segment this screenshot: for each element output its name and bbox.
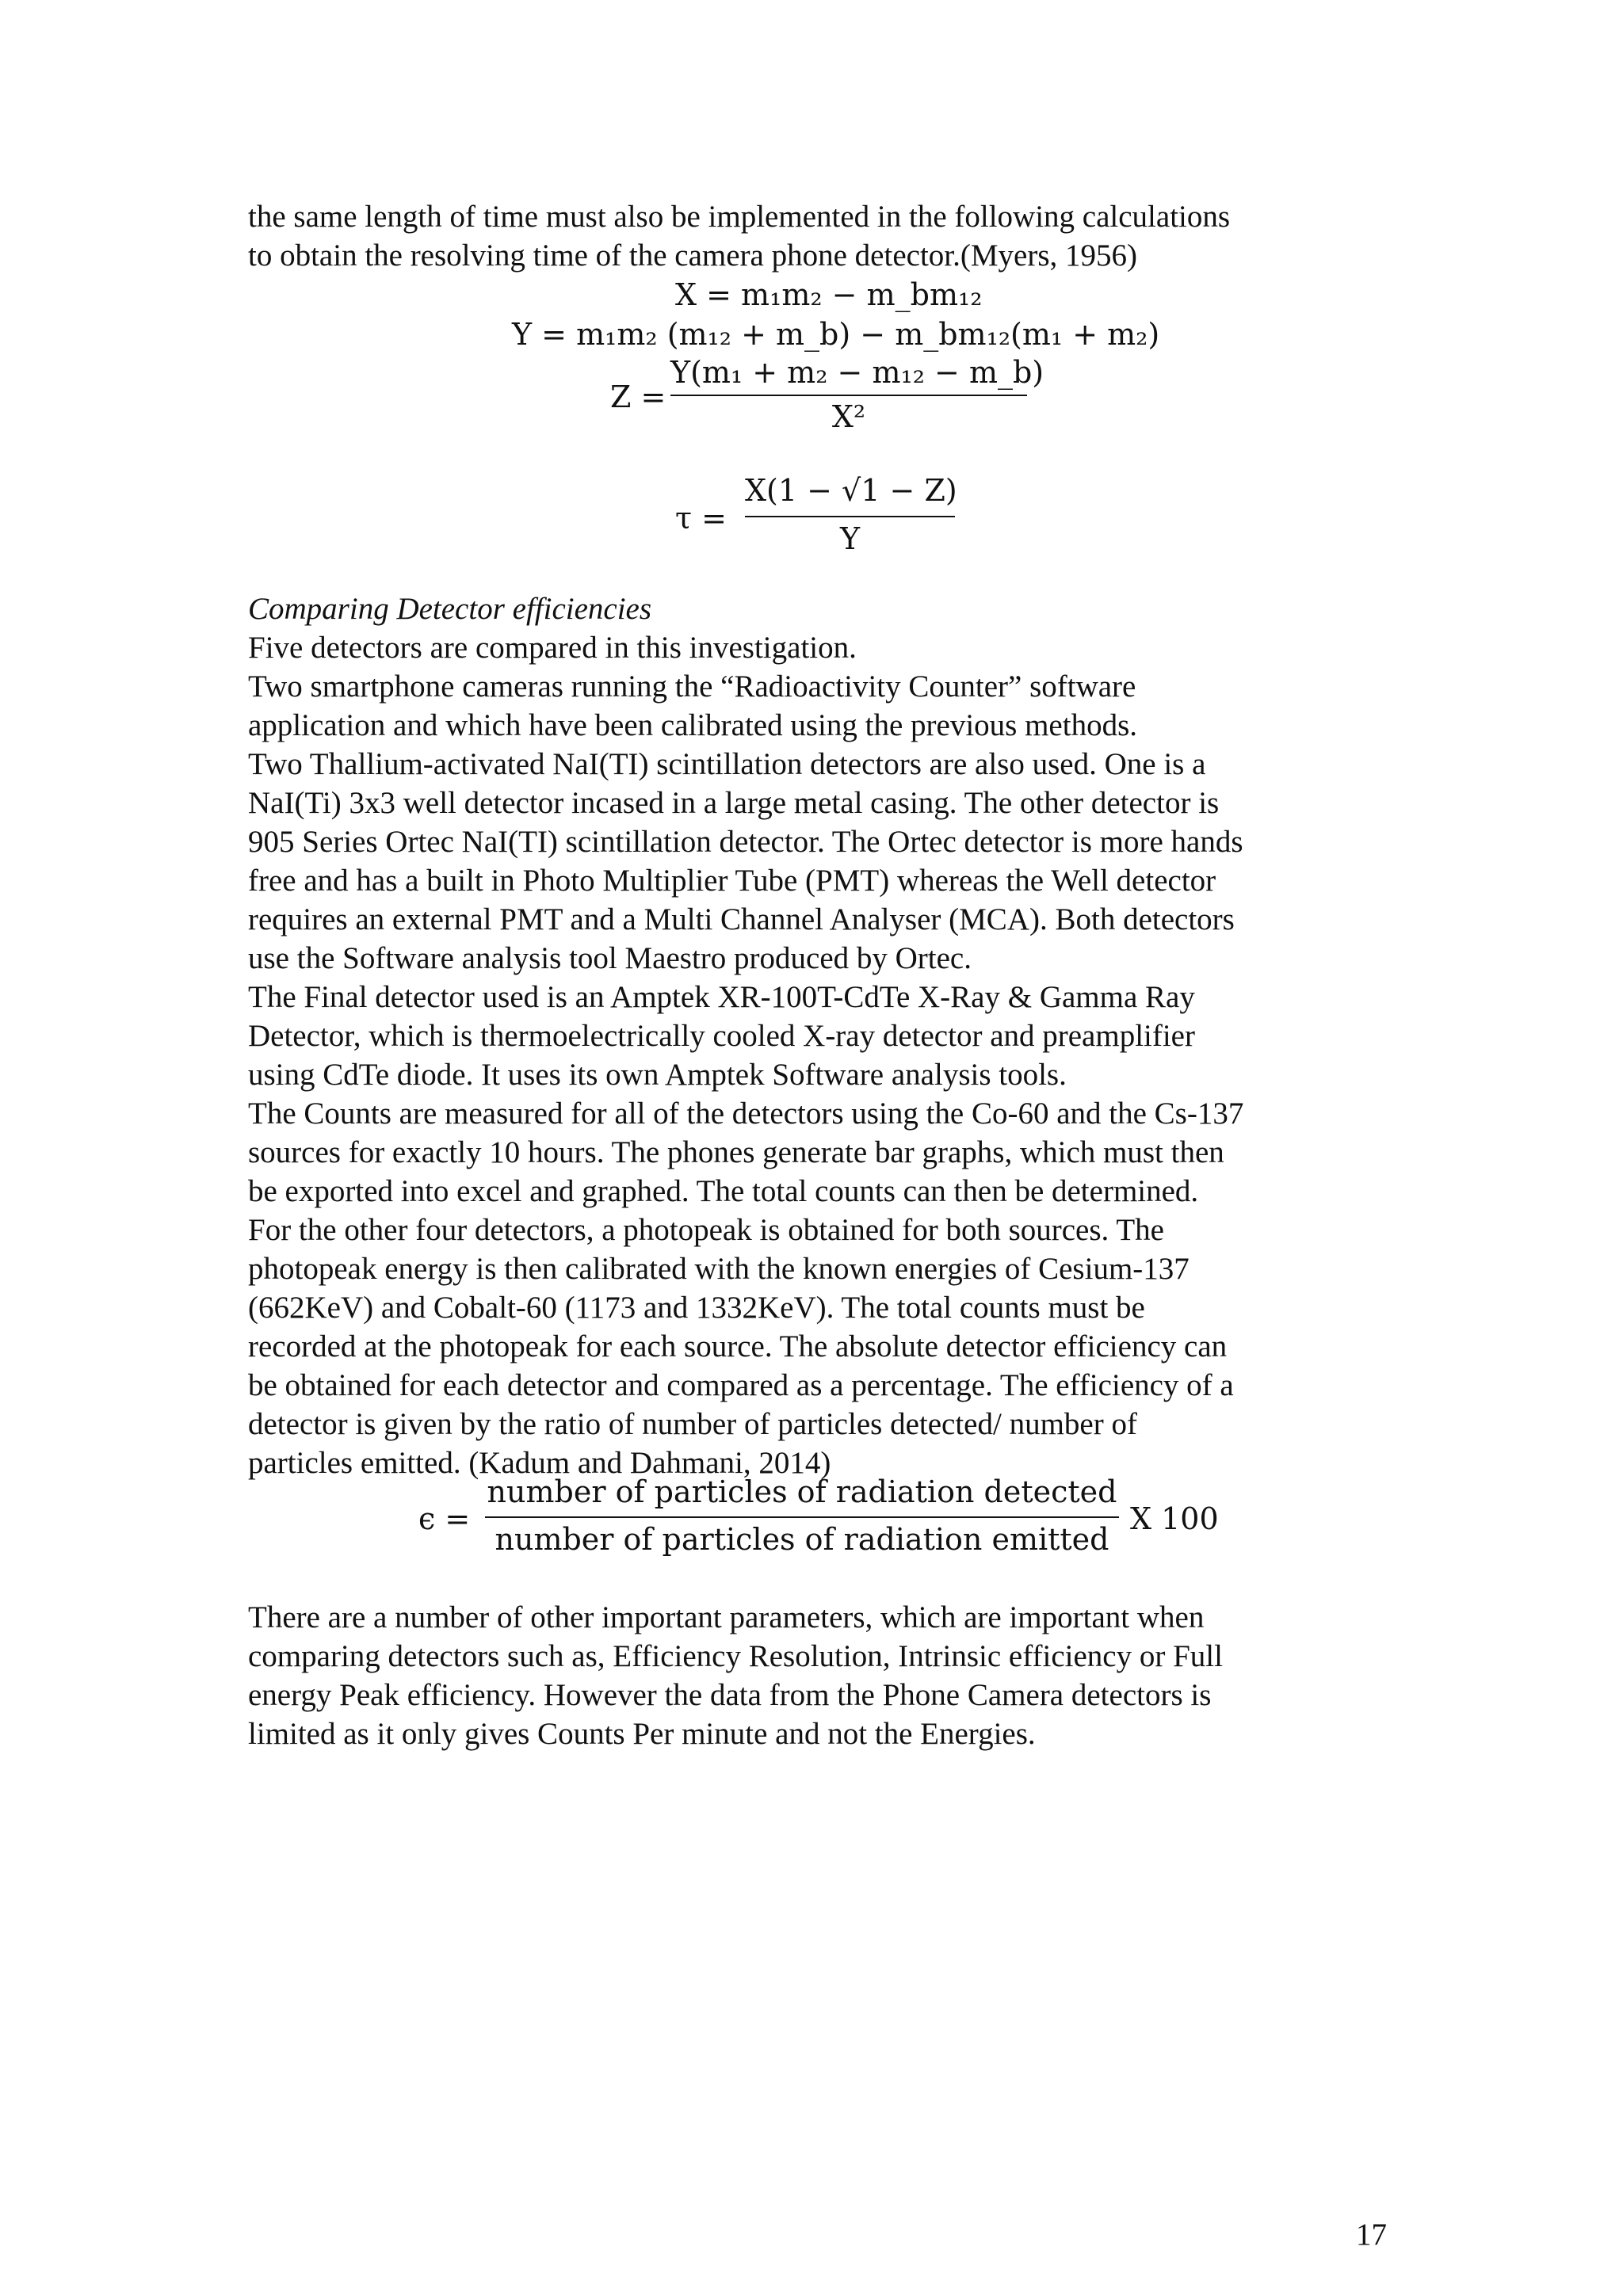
body-line: free and has a built in Photo Multiplier Tube (PMT) whereas the Well detector bbox=[248, 864, 1216, 898]
equation-tau-fraction-bar bbox=[745, 516, 955, 517]
closing-line: comparing detectors such as, Efficiency Resolution, Intrinsic efficiency or Full bbox=[248, 1639, 1223, 1673]
body-line: be obtained for each detector and compared as a percentage. The efficiency of a bbox=[248, 1368, 1234, 1402]
closing-line: energy Peak efficiency. However the data from the Phone Camera detectors is bbox=[248, 1678, 1212, 1712]
page-number: 17 bbox=[1356, 2218, 1387, 2252]
body-line: requires an external PMT and a Multi Channel Analyser (MCA). Both detectors bbox=[248, 902, 1235, 936]
body-line: use the Software analysis tool Maestro produced by Ortec. bbox=[248, 941, 972, 975]
equation-x: X = m₁m₂ − m_bm₁₂ bbox=[675, 277, 983, 312]
equation-y: Y = m₁m₂ (m₁₂ + m_b) − m_bm₁₂(m₁ + m₂) bbox=[512, 317, 1160, 352]
closing-line: There are a number of other important parameters, which are important when bbox=[248, 1600, 1205, 1634]
equation-tau-denominator: Y bbox=[839, 521, 861, 556]
equation-z-fraction-bar bbox=[670, 395, 1027, 396]
section-heading: Comparing Detector efficiencies bbox=[248, 592, 652, 626]
equation-tau-lhs: τ = bbox=[675, 501, 727, 536]
equation-tau-numerator: X(1 − √1 − Z) bbox=[745, 473, 957, 508]
body-line: 905 Series Ortec NaI(TI) scintillation detector. The Ortec detector is more hands bbox=[248, 825, 1243, 859]
intro-line: to obtain the resolving time of the camera phone detector.(Myers, 1956) bbox=[248, 238, 1137, 273]
body-line: Two Thallium-activated NaI(TI) scintillation detectors are also used. One is a bbox=[248, 747, 1206, 781]
body-line: NaI(Ti) 3x3 well detector incased in a large metal casing. The other detector is bbox=[248, 786, 1220, 820]
body-line: Five detectors are compared in this investigation. bbox=[248, 631, 857, 665]
body-line: recorded at the photopeak for each source. The absolute detector efficiency can bbox=[248, 1329, 1228, 1363]
body-line: The Counts are measured for all of the detectors using the Co-60 and the Cs-137 bbox=[248, 1097, 1244, 1131]
body-line: Detector, which is thermoelectrically cooled X-ray detector and preamplifier bbox=[248, 1019, 1195, 1053]
body-line: detector is given by the ratio of number of particles detected/ number of bbox=[248, 1407, 1137, 1441]
body-line: The Final detector used is an Amptek XR-100T-CdTe X-Ray & Gamma Ray bbox=[248, 980, 1195, 1014]
body-line: (662KeV) and Cobalt-60 (1173 and 1332KeV). The total counts must be bbox=[248, 1291, 1145, 1325]
body-line: For the other four detectors, a photopeak is obtained for both sources. The bbox=[248, 1213, 1164, 1247]
body-line: application and which have been calibrated using the previous methods. bbox=[248, 708, 1137, 742]
equation-z-numerator: Y(m₁ + m₂ − m₁₂ − m_b) bbox=[670, 355, 1044, 390]
closing-line: limited as it only gives Counts Per minute and not the Energies. bbox=[248, 1717, 1036, 1751]
intro-line: the same length of time must also be implemented in the following calculations bbox=[248, 200, 1231, 234]
body-line: using CdTe diode. It uses its own Amptek Software analysis tools. bbox=[248, 1058, 1067, 1092]
equation-efficiency-rhs: X 100 bbox=[1130, 1501, 1219, 1536]
equation-z-denominator: X² bbox=[831, 399, 866, 434]
body-line: photopeak energy is then calibrated with the known energies of Cesium-137 bbox=[248, 1252, 1190, 1286]
equation-efficiency-denominator: number of particles of radiation emitted bbox=[495, 1522, 1109, 1557]
body-line: Two smartphone cameras running the “Radioactivity Counter” software bbox=[248, 669, 1136, 704]
equation-efficiency-lhs: ϵ = bbox=[418, 1501, 471, 1536]
body-line: be exported into excel and graphed. The total counts can then be determined. bbox=[248, 1174, 1199, 1208]
equation-efficiency-fraction-bar bbox=[485, 1516, 1119, 1518]
body-line: particles emitted. (Kadum and Dahmani, 2014) bbox=[248, 1446, 831, 1480]
body-line: sources for exactly 10 hours. The phones generate bar graphs, which must then bbox=[248, 1135, 1224, 1169]
equation-z-lhs: Z = bbox=[610, 379, 666, 414]
equation-efficiency-numerator: number of particles of radiation detected bbox=[487, 1474, 1117, 1509]
